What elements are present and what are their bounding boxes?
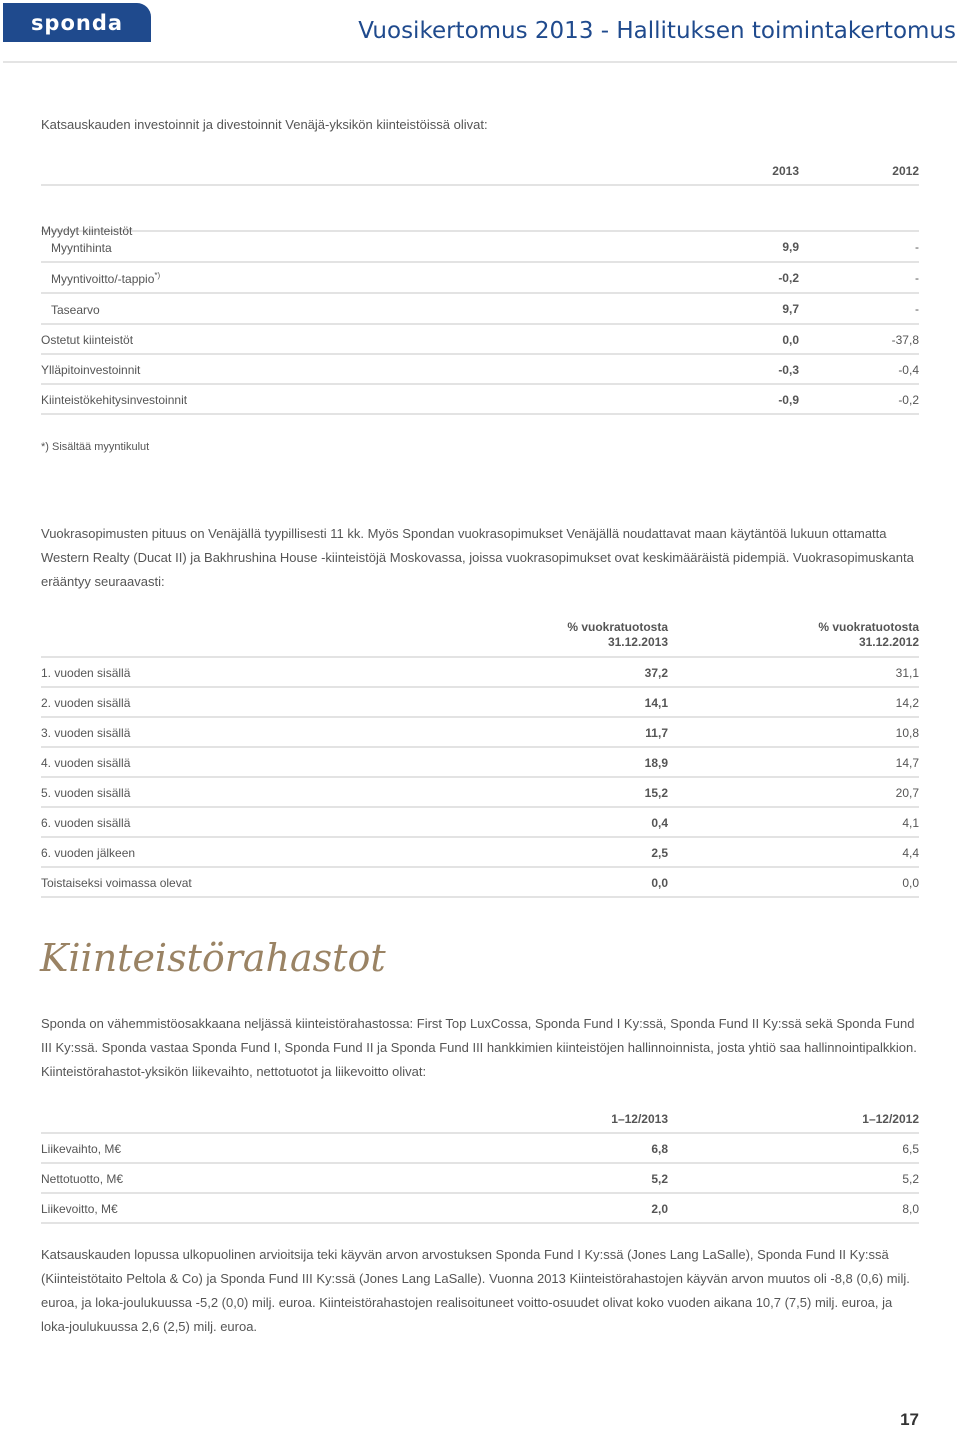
row-label: 6. vuoden jälkeen bbox=[41, 846, 136, 860]
value-2013: 5,2 bbox=[651, 1172, 668, 1186]
value-2013: 14,1 bbox=[644, 696, 668, 710]
column-header-2013: 2013 bbox=[772, 164, 799, 178]
table-row bbox=[41, 263, 919, 294]
header-divider bbox=[3, 61, 957, 63]
value-2012: -0,2 bbox=[898, 393, 919, 407]
value-2013: 0,4 bbox=[651, 816, 668, 830]
investments-table bbox=[41, 156, 919, 415]
table-row bbox=[41, 868, 919, 898]
value-2012: -37,8 bbox=[891, 333, 919, 347]
table-row bbox=[41, 778, 919, 808]
value-2012: - bbox=[915, 271, 919, 285]
value-2012: 31,1 bbox=[895, 666, 919, 680]
row-label: Liikevoitto, M€ bbox=[41, 1202, 118, 1216]
row-label: 1. vuoden sisällä bbox=[41, 666, 131, 680]
value-2013: 9,9 bbox=[782, 240, 799, 254]
row-label: 5. vuoden sisällä bbox=[41, 786, 131, 800]
section-title: Kiinteistörahastot bbox=[40, 936, 386, 980]
value-2013: 37,2 bbox=[644, 666, 668, 680]
value-2013: 15,2 bbox=[644, 786, 668, 800]
group-label: Myydyt kiinteistöt bbox=[41, 224, 133, 238]
closing-paragraph: Katsauskauden lopussa ulkopuolinen arvioitsija teki käyvän arvon arvostuksen Sponda Fund I Ky:ssä (Jones Lang LaSalle), Sponda Fund II Ky:ssä (Kiinteistötaito Peltola & Co) ja Sponda Fund III Ky:ssä (Jones Lang LaSalle). Vuonna 2013 Kiinteistörahastojen käyvän arvon muutos oli -8,8 (0,6) milj. euroa, ja loka-joulukuussa -5,2 (0,0) milj. euroa. Kiinteistörahastojen realisoituneet voitto-osuudet olivat koko vuoden aikana 10,7 (7,5) milj. euroa, ja loka-joulukuussa 2,6 (2,5) milj. euroa. bbox=[41, 1247, 910, 1334]
table-header-row bbox=[41, 618, 919, 658]
column-header-2013: 1–12/2013 bbox=[611, 1112, 668, 1126]
row-label: 3. vuoden sisällä bbox=[41, 726, 131, 740]
value-2013: 6,8 bbox=[651, 1142, 668, 1156]
lease-paragraph: Vuokrasopimusten pituus on Venäjällä tyypillisesti 11 kk. Myös Spondan vuokrasopimukset Venäjällä noudattavat maan käytäntöä lukuun ottamatta Western Realty (Ducat II) ja Bakhrushina House -kiinteistöjä Moskovassa, joissa vuokrasopimukset ovat keskimääräistä pidempiä. Vuokrasopimuskanta erääntyy seuraavasti: bbox=[41, 526, 914, 589]
value-2012: 4,4 bbox=[902, 846, 919, 860]
table-row bbox=[41, 688, 919, 718]
value-2012: -0,4 bbox=[898, 363, 919, 377]
column-header-2012: 1–12/2012 bbox=[862, 1112, 919, 1126]
table-row bbox=[41, 658, 919, 688]
row-label: 6. vuoden sisällä bbox=[41, 816, 131, 830]
table-group-row bbox=[41, 186, 919, 238]
value-2012: 8,0 bbox=[902, 1202, 919, 1216]
value-2012: 5,2 bbox=[902, 1172, 919, 1186]
page-number: 17 bbox=[900, 1410, 919, 1429]
value-2013: 0,0 bbox=[782, 333, 799, 347]
table-row bbox=[41, 718, 919, 748]
table-row bbox=[41, 808, 919, 838]
footnote: *) Sisältää myyntikulut bbox=[41, 441, 150, 453]
intro-text: Katsauskauden investoinnit ja divestoinnit Venäjä-yksikön kiinteistöissä olivat: bbox=[41, 117, 488, 132]
column-header-2013: % vuokratuotosta 31.12.2013 bbox=[567, 620, 668, 649]
value-2013: 2,5 bbox=[651, 846, 668, 860]
table-row bbox=[41, 838, 919, 868]
row-label: Ylläpitoinvestoinnit bbox=[41, 363, 141, 377]
value-2013: -0,9 bbox=[778, 393, 799, 407]
value-2012: 14,2 bbox=[895, 696, 919, 710]
lease-expiry-table bbox=[41, 618, 919, 898]
row-label: 4. vuoden sisällä bbox=[41, 756, 131, 770]
table-header-row bbox=[41, 1104, 919, 1134]
value-2012: 20,7 bbox=[895, 786, 919, 800]
table-row bbox=[41, 355, 919, 385]
table-row bbox=[41, 232, 919, 263]
row-label: 2. vuoden sisällä bbox=[41, 696, 131, 710]
row-label: Myyntihinta bbox=[51, 241, 112, 255]
column-header-2012: 2012 bbox=[892, 164, 919, 178]
value-2013: -0,3 bbox=[778, 363, 799, 377]
value-2012: - bbox=[915, 302, 919, 316]
row-label: Tasearvo bbox=[51, 303, 100, 317]
column-header-2012: % vuokratuotosta 31.12.2012 bbox=[818, 620, 919, 649]
value-2013: 18,9 bbox=[644, 756, 668, 770]
table-row bbox=[41, 385, 919, 415]
row-label: Kiinteistökehitysinvestoinnit bbox=[41, 393, 188, 407]
document-title: Vuosikertomus 2013 - Hallituksen toimintakertomus bbox=[358, 18, 956, 44]
value-2012: 14,7 bbox=[895, 756, 919, 770]
table-row bbox=[41, 1194, 919, 1224]
table-row bbox=[41, 748, 919, 778]
table-row bbox=[41, 1134, 919, 1164]
value-2013: 0,0 bbox=[651, 876, 668, 890]
row-label: Ostetut kiinteistöt bbox=[41, 333, 134, 347]
table-header-row bbox=[41, 156, 919, 186]
table-row bbox=[41, 294, 919, 325]
table-row bbox=[41, 325, 919, 355]
row-label: Liikevaihto, M€ bbox=[41, 1142, 122, 1156]
funds-table bbox=[41, 1104, 919, 1224]
value-2013: -0,2 bbox=[778, 271, 799, 285]
table-row bbox=[41, 1164, 919, 1194]
row-label: Nettotuotto, M€ bbox=[41, 1172, 124, 1186]
value-2012: - bbox=[915, 240, 919, 254]
row-label: Toistaiseksi voimassa olevat bbox=[41, 876, 192, 890]
value-2012: 6,5 bbox=[902, 1142, 919, 1156]
value-2013: 9,7 bbox=[782, 302, 799, 316]
row-label: Myyntivoitto/-tappio*) bbox=[51, 271, 161, 286]
value-2013: 11,7 bbox=[645, 726, 668, 740]
value-2012: 4,1 bbox=[902, 816, 919, 830]
sponda-logo bbox=[3, 3, 151, 42]
logo-text: sponda bbox=[30, 10, 124, 35]
funds-paragraph: Sponda on vähemmistöosakkaana neljässä kiinteistörahastossa: First Top LuxCossa, Sponda Fund I Ky:ssä, Sponda Fund II Ky:ssä sekä Sponda Fund III Ky:ssä. Sponda vastaa Sponda Fund I, Sponda Fund II ja Sponda Fund III hankkimien kiinteistöjen hallinnoinnista, josta yhtiö saa hallinnointipalkkion. Kiinteistörahastot-yksikön liikevaihto, nettotuotot ja liikevoitto olivat: bbox=[41, 1016, 917, 1079]
value-2012: 0,0 bbox=[902, 876, 919, 890]
value-2013: 2,0 bbox=[651, 1202, 668, 1216]
value-2012: 10,8 bbox=[895, 726, 919, 740]
